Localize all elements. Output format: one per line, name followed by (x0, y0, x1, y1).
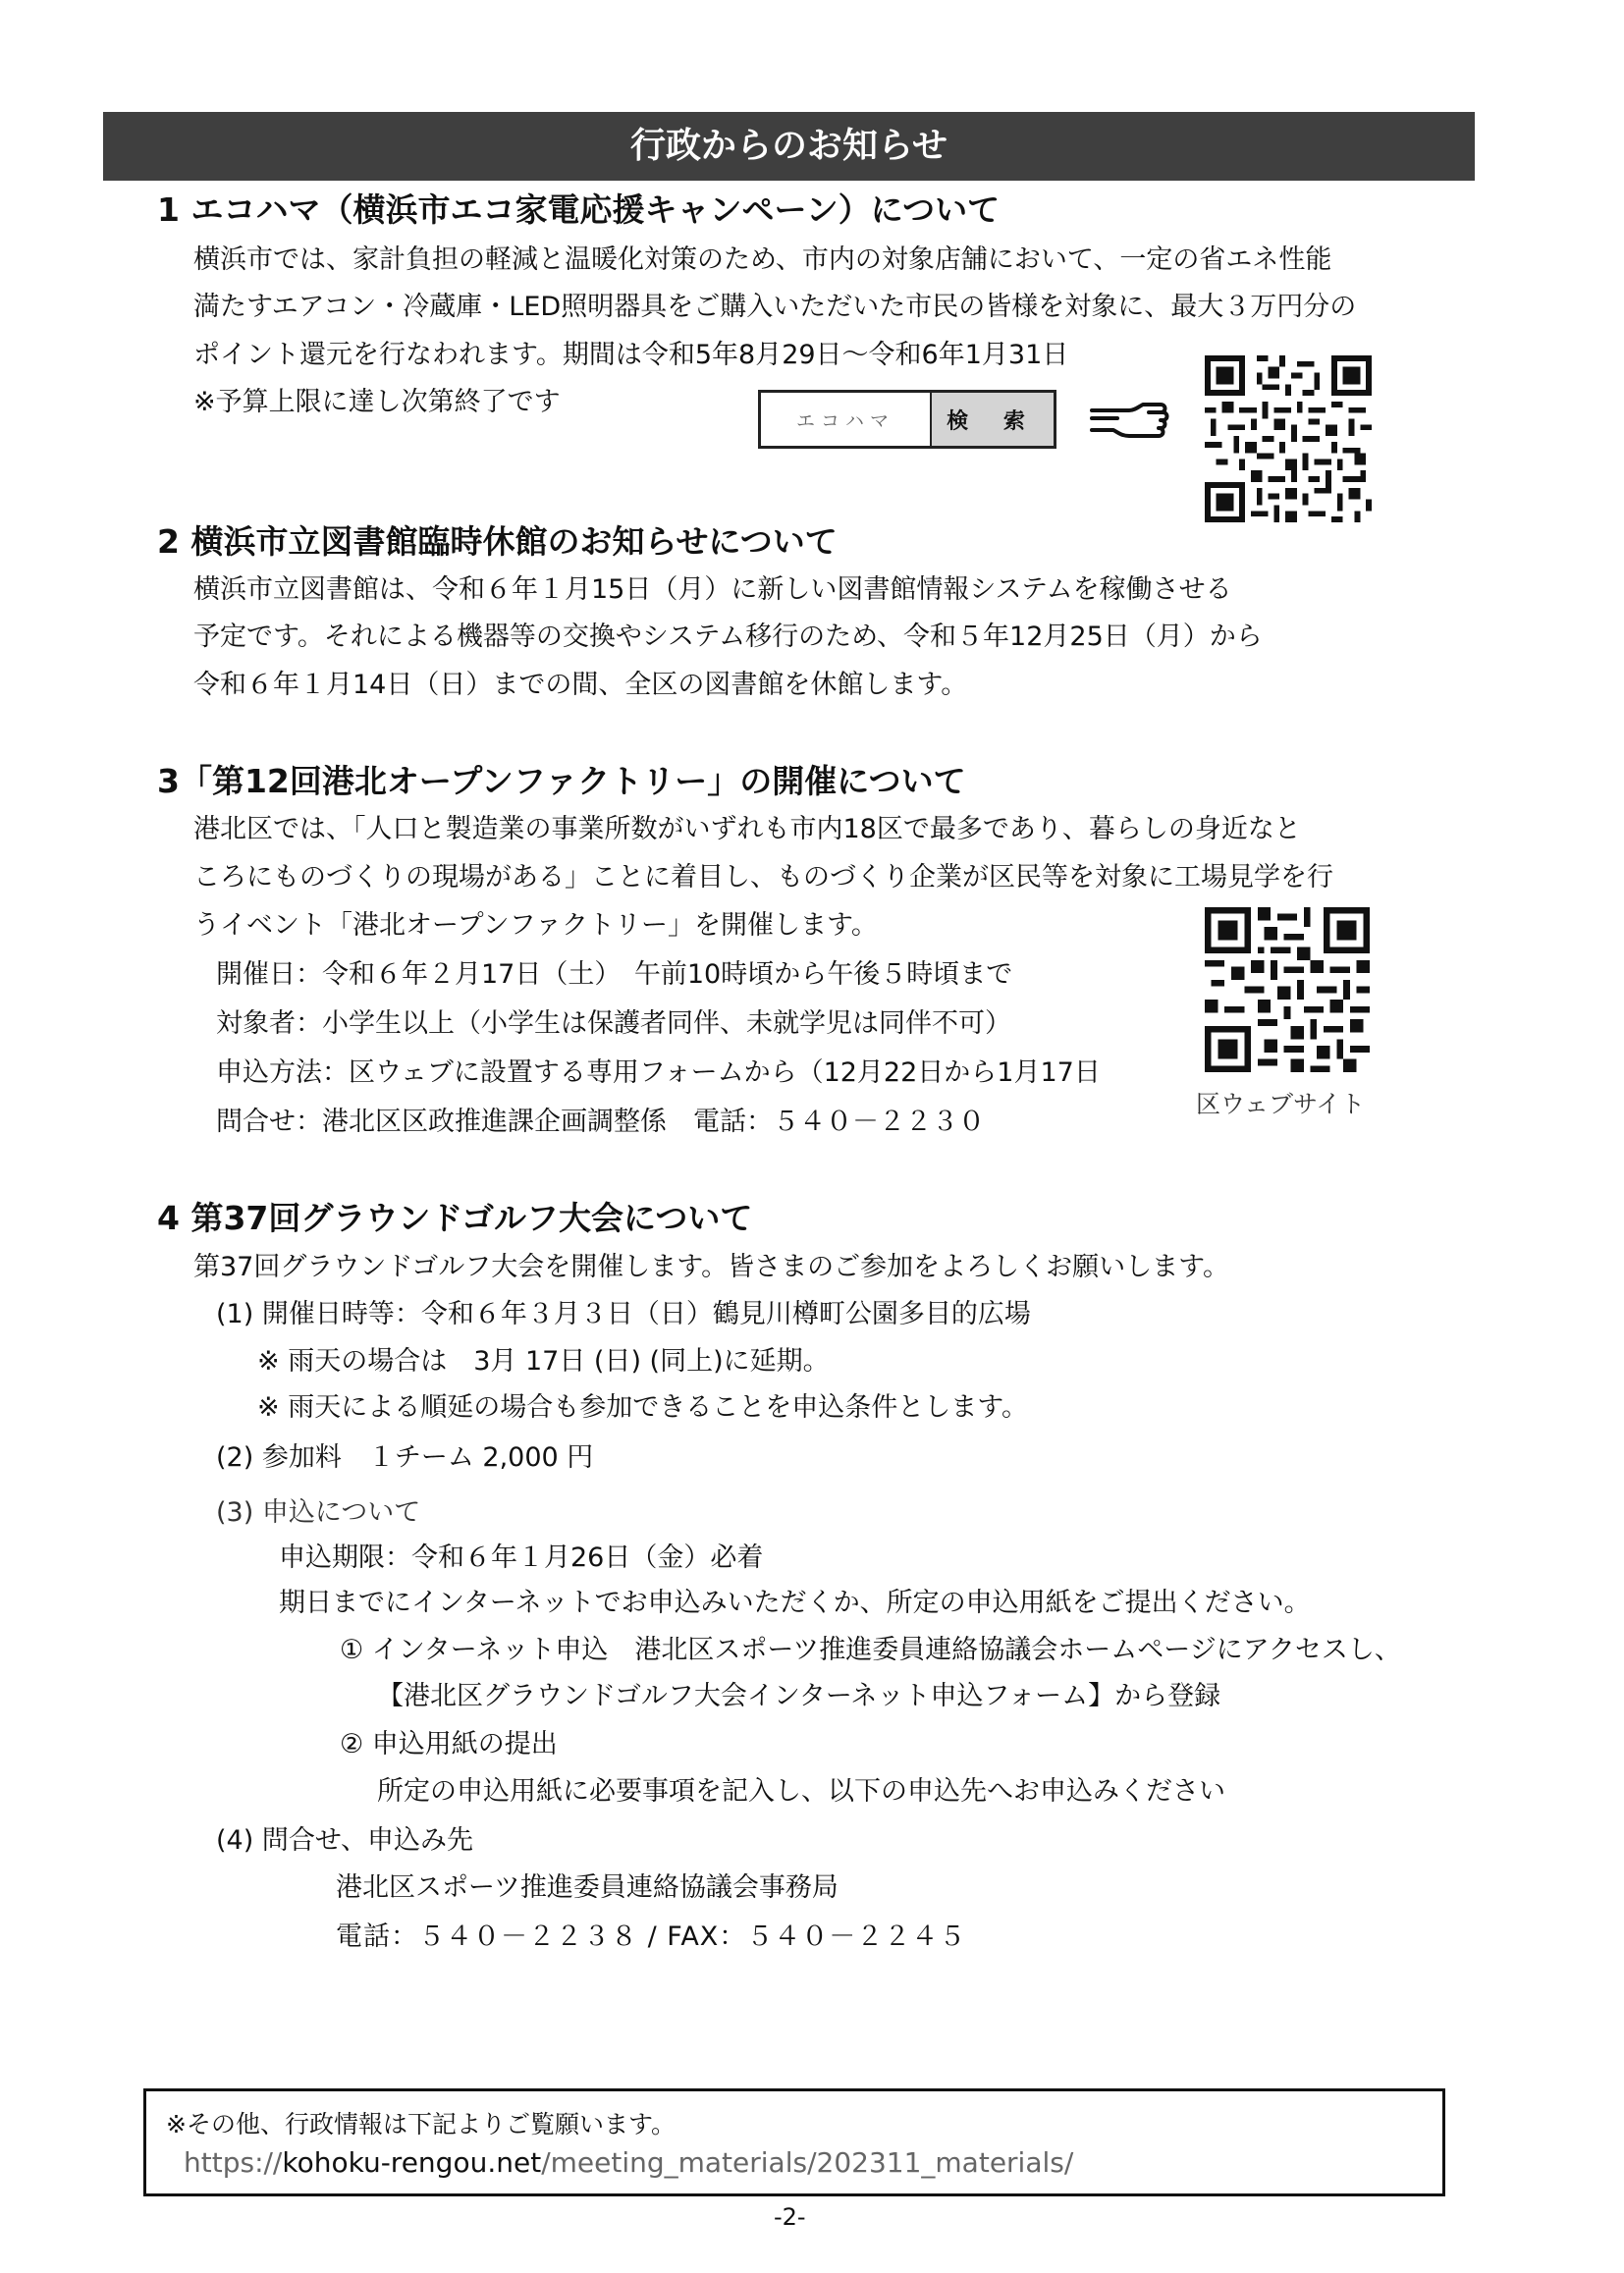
ecohama-search-box[interactable] (758, 390, 1056, 449)
section-banner: 行政からのお知らせ (103, 112, 1475, 181)
paper-application: ② 申込用紙の提出 (340, 1729, 558, 1759)
section-2-line-1: 横浜市立図書館は、令和６年１月15日（月）に新しい図書館情報システムを稼働させる (193, 574, 1232, 605)
section-2-line-3: 令和６年１月14日（日）までの間、全区の図書館を休館します。 (193, 670, 968, 700)
section-4-heading: 4 第37回グラウンドゴルフ大会について (157, 1199, 753, 1237)
section-4-item-4: (4) 問合せ、申込み先 (216, 1825, 474, 1856)
contact-phone-fax: 電話：５４０－２２３８ / FAX：５４０－２２４５ (336, 1921, 967, 1952)
section-4-note-2: ※ 雨天による順延の場合も参加できることを申込条件とします。 (257, 1392, 1029, 1423)
section-1-line-3: ポイント還元を行なわれます。期間は令和5年8月29日～令和6年1月31日 (193, 340, 1069, 370)
section-3-line-2: ころにものづくりの現場がある」ことに着目し、ものづくり企業が区民等を対象に工場見学を行 (193, 862, 1333, 893)
paper-application-detail: 所定の申込用紙に必要事項を記入し、以下の申込先へお申込みください (377, 1776, 1225, 1807)
url-domain: kohoku-rengou.net (282, 2146, 542, 2179)
event-application: 申込方法：区ウェブに設置する専用フォームから（12月22日から1月17日 (216, 1057, 1101, 1088)
page-number: -2- (774, 2203, 806, 2231)
url-prefix: https:// (184, 2146, 283, 2179)
section-1-note: ※予算上限に達し次第終了です (193, 387, 561, 417)
application-method: 期日までにインターネットでお申込みいただくか、所定の申込用紙をご提出ください。 (279, 1588, 1311, 1618)
section-2-heading: 2 横浜市立図書館臨時休館のお知らせについて (157, 522, 838, 561)
footer-note: ※その他、行政情報は下記よりご覧願います。 (166, 2110, 676, 2138)
event-date: 開催日：令和６年２月17日（土） 午前10時頃から午後５時頃まで (216, 959, 1013, 990)
section-1-line-1: 横浜市では、家計負担の軽減と温暖化対策のため、市内の対象店舗において、一定の省エネ性能 (193, 244, 1332, 275)
section-3-heading: 3「第12回港北オープンファクトリー」の開催について (157, 762, 966, 800)
event-contact: 問合せ：港北区区政推進課企画調整係 電話：５４０－２２３０ (216, 1107, 985, 1137)
internet-application-form: 【港北区グラウンドゴルフ大会インターネット申込フォーム】から登録 (377, 1681, 1221, 1711)
section-2-line-2: 予定です。それによる機器等の交換やシステム移行のため、令和５年12月25日（月）から (193, 622, 1263, 652)
internet-application: ① インターネット申込 港北区スポーツ推進委員連絡協議会ホームページにアクセスし、 (340, 1635, 1401, 1665)
section-4-item-1: (1) 開催日時等：令和６年３月３日（日）鶴見川樽町公園多目的広場 (216, 1299, 1031, 1329)
section-1-line-2: 満たすエアコン・冷蔵庫・LED照明器具をご購入いただいた市民の皆様を対象に、最大３万円分の (193, 292, 1357, 322)
pointing-hand-icon (1088, 393, 1170, 448)
contact-organization: 港北区スポーツ推進委員連絡協議会事務局 (336, 1872, 839, 1903)
search-button[interactable]: 検 索 (932, 393, 1054, 446)
application-deadline: 申込期限：令和６年１月26日（金）必着 (279, 1542, 764, 1573)
section-4-note-1: ※ 雨天の場合は 3月 17日 (日) (同上)に延期。 (257, 1346, 830, 1377)
section-3-line-3: うイベント「港北オープンファクトリー」を開催します。 (193, 910, 878, 941)
section-1-heading: 1 エコハマ（横浜市エコ家電応援キャンペーン）について (157, 190, 1001, 229)
event-target: 対象者：小学生以上（小学生は保護者同伴、未就学児は同伴不可） (216, 1008, 1011, 1039)
qr-caption: 区ウェブサイト (1196, 1090, 1366, 1118)
url-path: /meeting_materials/202311_materials/ (541, 2146, 1074, 2179)
footer-info-box (143, 2088, 1445, 2196)
section-4-item-2: (2) 参加料 １チーム 2,000 円 (216, 1442, 594, 1473)
section-4-item-3: (3) 申込について (216, 1497, 421, 1528)
footer-url-link[interactable] (184, 2146, 1073, 2179)
search-keyword: エコハマ (761, 393, 932, 446)
ecohama-qr-code (1204, 355, 1373, 522)
section-4-intro: 第37回グラウンドゴルフ大会を開催します。皆さまのご参加をよろしくお願いします。 (193, 1252, 1229, 1282)
section-3-line-1: 港北区では、「人口と製造業の事業所数がいずれも市内18区で最多であり、暮らしの身近なと (193, 814, 1301, 844)
ward-website-qr-code (1204, 907, 1371, 1072)
